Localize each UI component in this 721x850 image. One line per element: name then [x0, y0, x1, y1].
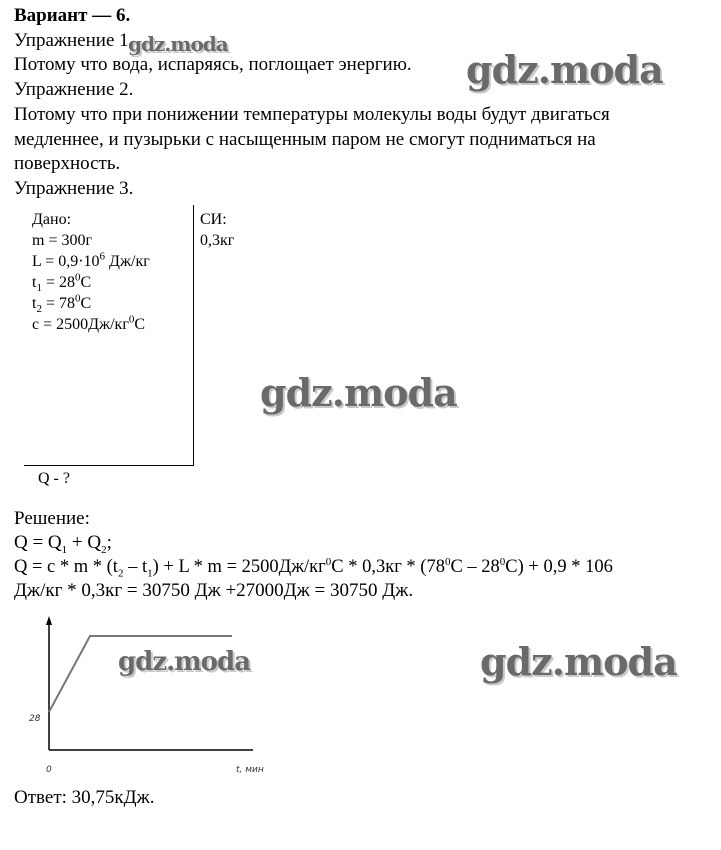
given-heat-capacity: $c = 2500Дж/кг^0C$ — [32, 313, 146, 333]
exercise-2-title: Упражнение 2. — [14, 79, 134, 100]
final-answer: Ответ: 30,75кДж. — [14, 787, 155, 808]
exercise-2-line-3: поверхность. — [14, 153, 121, 174]
watermark-top-right: gdz.moda — [466, 47, 663, 92]
given-label: Дано: — [32, 211, 72, 228]
given-t2: $t_2 = 78^0C$ — [32, 292, 92, 316]
solution-label: Решение: — [14, 508, 90, 529]
given-table — [22, 205, 252, 490]
exercise-2-line-1: Потому что при понижении температуры молекулы воды будут двигаться — [14, 104, 610, 125]
graph-x-axis-label: t, мин — [236, 765, 264, 775]
given-divider-vertical — [193, 205, 194, 465]
given-divider-horizontal — [24, 465, 194, 466]
temperature-graph — [18, 612, 278, 777]
exercise-3-title: Упражнение 3. — [14, 178, 134, 199]
formula-q-expanded: $Q = c * m * (t_2 - t_1) + L * m = 2500Дж/кг^0С * 0,3кг * (78^0С - 28^0С) + 0,9 * 106$ — [14, 555, 613, 580]
exercise-1-title: Упражнение 1. — [14, 30, 134, 51]
graph-y-start-label: 28 — [29, 714, 41, 724]
find-q: Q - ? — [38, 470, 70, 487]
variant-title: Вариант — 6. — [14, 5, 131, 26]
si-label: СИ: — [200, 211, 227, 228]
formula-result: Дж/кг * 0,3кг = 30750 Дж +27000Дж = 30750 Дж. — [14, 580, 414, 601]
formula-q-sum: $Q = Q_1 + Q_2$; — [14, 532, 112, 556]
watermark-bottom-right: gdz.moda — [480, 639, 677, 684]
watermark-graph: gdz.moda — [118, 647, 251, 677]
graph-y-arrow — [46, 616, 52, 625]
given-mass: m = 300г — [32, 232, 93, 249]
watermark-middle: gdz.moda — [260, 370, 457, 415]
given-t1: $t_1 = 28^0C$ — [32, 271, 92, 295]
watermark-small: gdz.moda — [128, 32, 228, 56]
exercise-2-line-2: медленнее, и пузырьки с насыщенным паром не смогут подниматься на — [14, 129, 596, 150]
si-mass-value: 0,3кг — [200, 232, 235, 249]
graph-origin-label: 0 — [46, 765, 52, 775]
given-latent-heat: $L = 0,9\cdot 10^6$ Дж/кг — [32, 250, 150, 270]
exercise-1-answer: Потому что вода, испаряясь, поглощает энергию. — [14, 54, 412, 75]
